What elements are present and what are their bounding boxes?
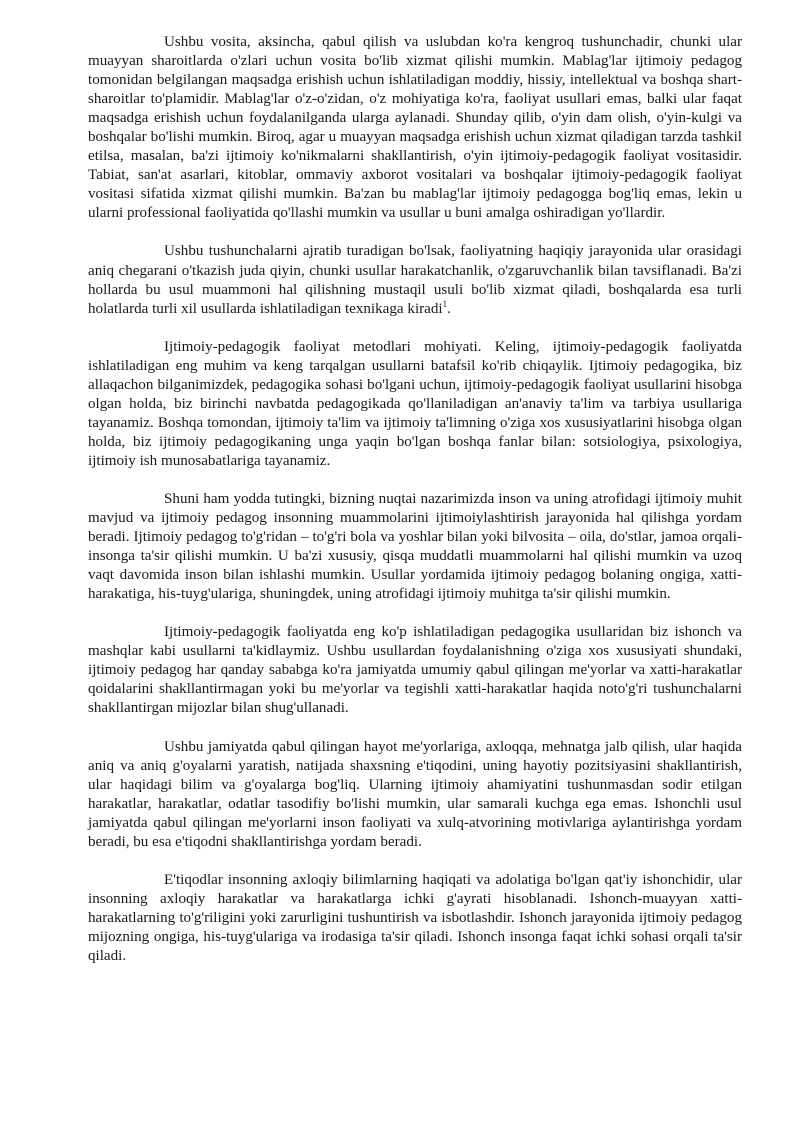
paragraph-life-norms: Ushbu jamiyatda qabul qilingan hayot me'yorlariga, axloqqa, mehnatga jalb qilish, ular haqida aniq va aniq g'oyalarni yaratish, natijada shaxsning e'tiqodini, uning hayotiy pozitsiyasini shakllantirish, ular haqidagi bilim va g'oyalarga bog'liq. Ularning ijtimoiy ahamiyatini tushunmasdan sodir etilgan harakatlar, harakatlar, odatlar tasodifiy bo'lishi mumkin, ular samarali kuchga ega emas. Ishonchli usul jamiyatda qabul qilingan me'yorlarni inson faoliyati va xulq-atvorining motivlariga aylantirishga yordam beradi, bu esa e'tiqodni shakllantirishga yordam beradi. bbox=[88, 738, 742, 850]
document-page bbox=[88, 33, 742, 985]
paragraph-distinguishing-concepts bbox=[88, 242, 742, 318]
paragraph-tools-vs-methods: Ushbu vosita, aksincha, qabul qilish va uslubdan ko'ra kengroq tushunchadir, chunki ular muayyan sharoitlarda o'zlari uchun vosita bo'lib xizmat qilishi mumkin. Mablag'lar ijtimoiy pedagog tomonidan belgilangan maqsadga erishish uchun ishlatiladigan moddiy, hissiy, intellektual va boshqa shart-sharoitlar to'plamidir. Mablag'lar o'z-o'zidan, o'z mohiyatiga ko'ra, faoliyat usullari emas, balki ular faqat maqsadga erishish uchun foydalanilganda ularga aylanadi. Shunday qilib, o'yin dam olish, o'yin-kulgi va boshqalar bo'lishi mumkin. Biroq, agar u muayyan maqsadga erishish uchun xizmat qiladigan tarzda tashkil etilsa, masalan, ba'zi ijtimoiy ko'nikmalarni shakllantirish, o'yin ijtimoiy-pedagogik faoliyat vositasidir. Tabiat, san'at asarlari, kitoblar, ommaviy axborot vositalari va boshqalar ijtimoiy-pedagogik faoliyat vositasi sifatida xizmat qilishi mumkin. Ba'zan bu mablag'lar ijtimoiy pedagogga bog'liq emas, lekin u ularni professional faoliyatida qo'llashi mumkin va usullar u buni amalga oshiradigan yo'llardir. bbox=[88, 34, 742, 222]
footnote-reference[interactable]: 1 bbox=[442, 298, 448, 309]
sentence-end-mark: . bbox=[447, 300, 451, 317]
paragraph-methods-essence: Ijtimoiy-pedagogik faoliyat metodlari mohiyati. Keling, ijtimoiy-pedagogik faoliyatda ishlatiladigan eng muhim va keng tarqalgan usullarni batafsil ko'rib chiqaylik. Ijtimoiy pedagogika, biz allaqachon bilganimizdek, pedagogika sohasi bo'lgani uchun, ijtimoiy-pedagogik faoliyat usullarini hisobga olgan holda, biz birinchi navbatda pedagogikada qo'llaniladigan an'anaviy ta'lim va tarbiya usullariga tayanamiz. Boshqa tomondan, ijtimoiy ta'lim va ijtimoiy ta'limning o'ziga xos xususiyatlarini hisobga olgan holda, biz ijtimoiy pedagogikaning unga yaqin bo'lgan boshqa fanlar bilan: sotsiologiya, psixologiya, ijtimoiy ish munosabatlariga tayanamiz. bbox=[88, 338, 742, 469]
paragraph-persuasion-exercise: Ijtimoiy-pedagogik faoliyatda eng ko'p ishlatiladigan pedagogika usullaridan biz ishonch va mashqlar kabi usullarni ta'kidlaymiz. Ushbu usullardan foydalanishning o'ziga xos xususiyati shundaki, ijtimoiy pedagog har qanday sababga ko'ra jamiyatda umumiy qabul qilingan me'yorlar va xatti-harakatlar qoidalarini shakllantirmagan yoki bu me'yorlar va tegishli xatti-harakatlar haqida noto'g'ri tushunchalarni shakllantirgan mijozlar bilan shug'ullanadi. bbox=[88, 624, 742, 717]
paragraph-social-environment: Shuni ham yodda tutingki, bizning nuqtai nazarimizda inson va uning atrofidagi ijtimoiy muhit mavjud va ijtimoiy pedagog insonning muammolarini ijtimoiylashtirish jarayonida hal qilishga yordam beradi. Ijtimoiy pedagog to'g'ridan – to'g'ri bola va yoshlar bilan yoki bilvosita – oila, do'stlar, jamoa orqali-insonga ta'sir qilishi mumkin. U ba'zi xususiy, qisqa muddatli muammolarni hal qilishi mumkin va uzoq vaqt davomida inson bilan ishlashi mumkin. Usullar yordamida ijtimoiy pedagog bolaning ongiga, xatti-harakatiga, his-tuyg'ulariga, shuningdek, uning atrofidagi ijtimoiy muhitga ta'sir qilishi mumkin. bbox=[88, 490, 742, 603]
paragraph-text: Ushbu tushunchalarni ajratib turadigan bo'lsak, faoliyatning haqiqiy jarayonida ular orasidagi aniq chegarani o'tkazish juda qiyin, chunki usullar harakatchanlik, o'zgaruvchanlik bilan tavsiflanadi. Ba'zi hollarda bu usul muammoni hal qilishning mustaqil usuli bo'lib xizmat qiladi, boshqalarda esa turli holatlarda turli xil usullarda ishlatiladigan texnikaga kiradi bbox=[88, 243, 742, 317]
paragraph-beliefs: E'tiqodlar insonning axloqiy bilimlarning haqiqati va adolatiga bo'lgan qat'iy ishonchidir, ular insonning axloqiy harakatlar va harakatlarga ichki g'ayrati hisoblanadi. Ishonch-muayyan xatti-harakatlarning to'g'riligini yoki zarurligini tushuntirish va isbotlashdir. Ishonch jarayonida ijtimoiy pedagog mijozning ongiga, his-tuyg'ulariga va irodasiga ta'sir qiladi. Ishonch insonga faqat ichki sohasi orqali ta'sir qiladi. bbox=[88, 871, 742, 964]
